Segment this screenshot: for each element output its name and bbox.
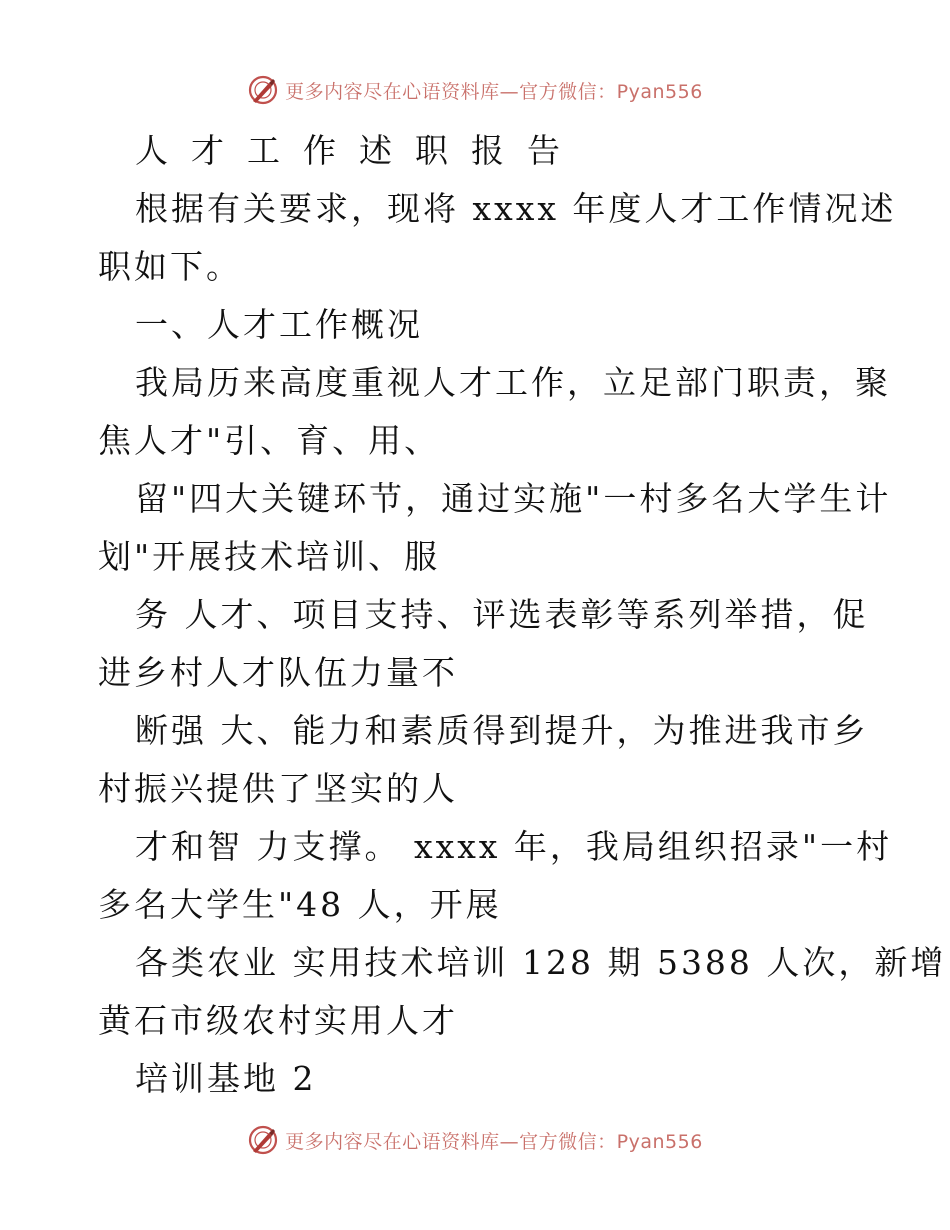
text-line: 职如下。 (98, 247, 242, 286)
text-line: 留"四大关键环节，通过实施"一村多名大学生计 (135, 479, 892, 518)
text-line: 黄石市级农村实用人才 (98, 1001, 458, 1040)
document-title: 人才工作述职报告 (135, 131, 583, 170)
text-line: 进乡村人才队伍力量不 (98, 653, 458, 692)
text-line: 务 人才、项目支持、评选表彰等系列举措，促 (135, 595, 869, 634)
watermark-header (0, 70, 950, 110)
document-body (98, 122, 947, 1108)
watermark-text: 更多内容尽在心语资料库—官方微信：Pyan556 (285, 1130, 703, 1153)
text-line: 才和智 力支撑。 xxxx 年，我局组织招录"一村 (135, 827, 893, 866)
pen-logo-icon (247, 74, 279, 106)
text-line: 培训基地 2 (135, 1059, 317, 1098)
watermark-text: 更多内容尽在心语资料库—官方微信：Pyan556 (285, 80, 703, 103)
text-line: 一、人才工作概况 (135, 305, 423, 344)
watermark-footer (0, 1120, 950, 1160)
text-line: 断强 大、能力和素质得到提升，为推进我市乡 (135, 711, 869, 750)
pen-logo-icon (247, 1124, 279, 1156)
paragraph-lines (98, 180, 947, 1108)
text-line: 划"开展技术培训、服 (98, 537, 441, 576)
text-line: 焦人才"引、育、用、 (98, 421, 441, 460)
text-line: 各类农业 实用技术培训 128 期 5388 人次，新增 (135, 943, 947, 982)
text-line: 多名大学生"48 人，开展 (98, 885, 502, 924)
text-line: 村振兴提供了坚实的人 (98, 769, 458, 808)
text-line: 我局历来高度重视人才工作，立足部门职责，聚 (135, 363, 891, 402)
text-line: 根据有关要求，现将 xxxx 年度人才工作情况述 (135, 189, 897, 228)
